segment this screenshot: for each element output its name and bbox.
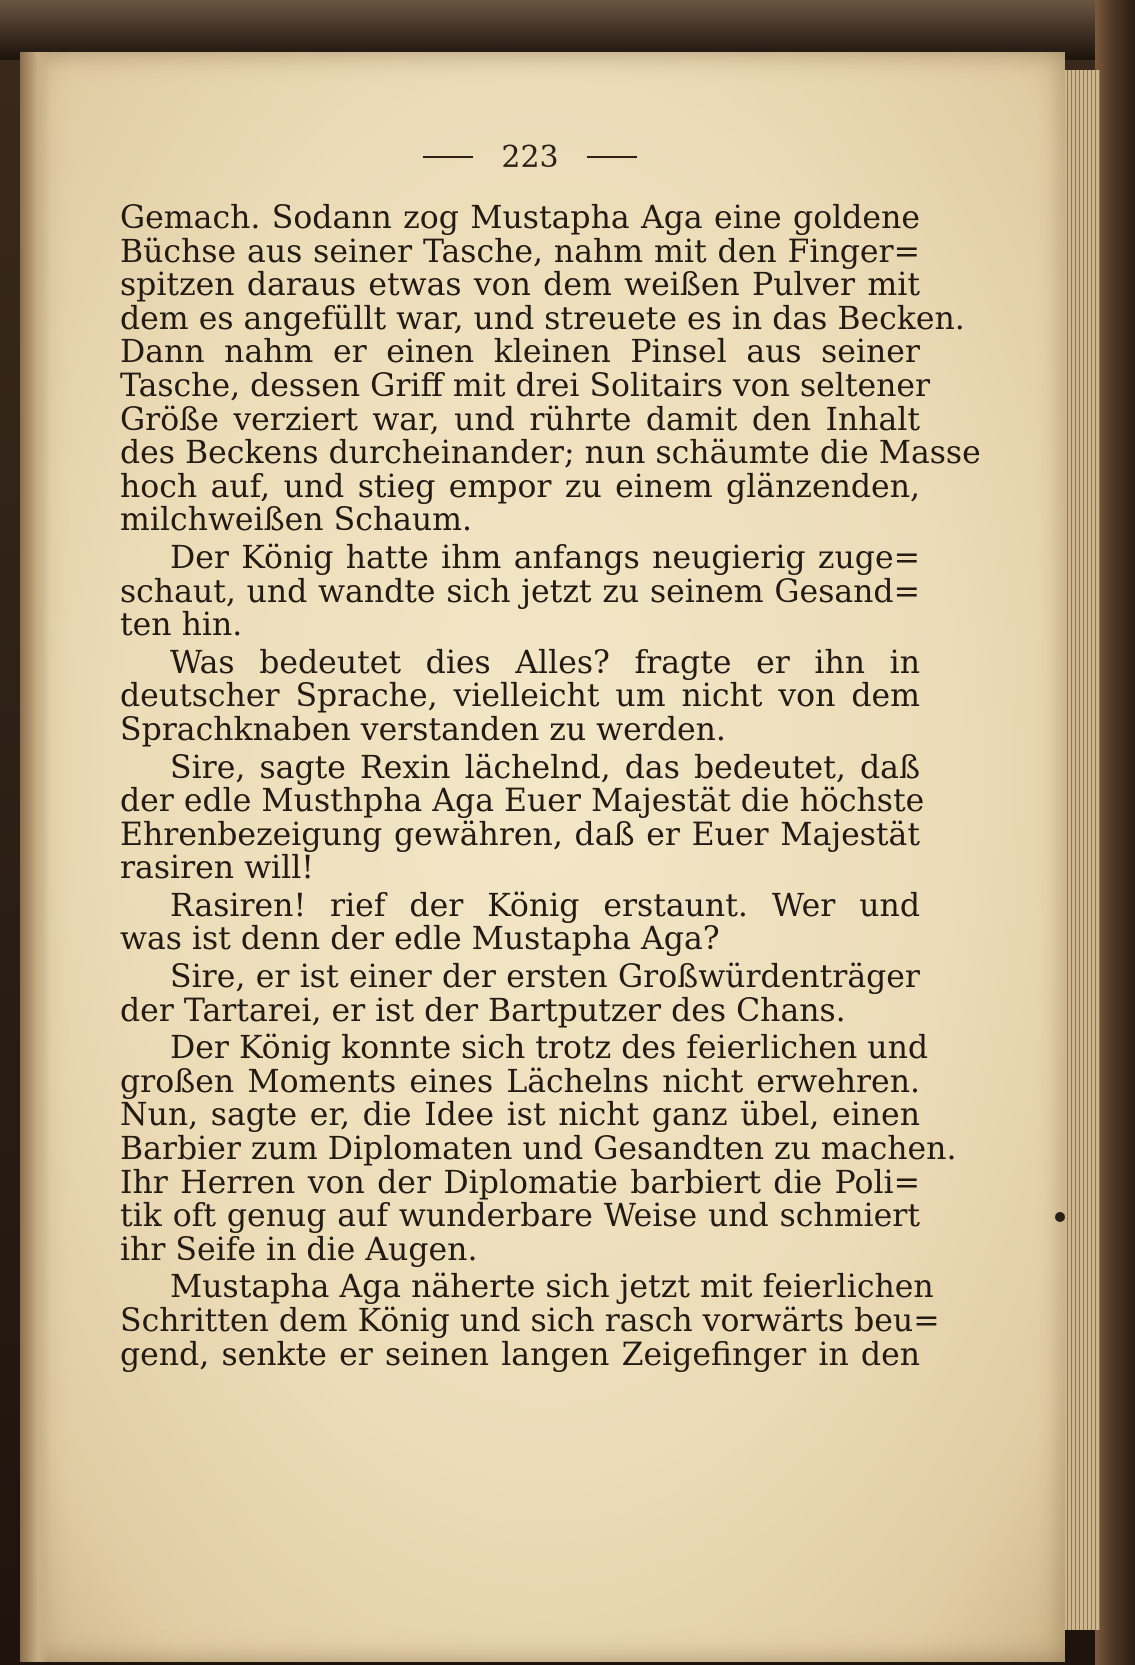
text-line: Größe verziert war, und rührte damit den Inhalt xyxy=(120,401,920,438)
text-line: Tasche, dessen Griff mit drei Solitairs von seltener xyxy=(120,367,931,404)
book-cover-right-edge xyxy=(1095,0,1135,1665)
text-line: schaut, und wandte sich jetzt zu seinem Gesand= xyxy=(120,573,920,610)
ink-spot xyxy=(1055,1212,1065,1222)
header-dash-right xyxy=(587,156,637,158)
text-line: Sire, er ist einer der ersten Großwürdenträger xyxy=(170,959,920,996)
text-line: spitzen daraus etwas von dem weißen Pulver mit xyxy=(120,267,920,304)
text-line: Ihr Herren von der Diplomatie barbiert die Poli= xyxy=(120,1164,920,1201)
text-line: Gemach. Sodann zog Mustapha Aga eine goldene xyxy=(120,200,920,236)
text-line: dem es angefüllt war, und streuete es in das Becken. xyxy=(120,300,965,337)
text-line: Schritten dem König und sich rasch vorwärts beu= xyxy=(120,1303,940,1339)
text-line: des Beckens durcheinander; nun schäumte die Masse xyxy=(120,435,981,472)
page-number: 223 xyxy=(501,139,559,175)
page-gutter-shadow xyxy=(20,52,50,1662)
header-dash-left xyxy=(423,156,473,158)
body-text xyxy=(120,200,981,1373)
text-line: ihr Seife in die Augen. xyxy=(120,1231,478,1268)
page-header xyxy=(380,132,680,182)
text-line: tik oft genug auf wunderbare Weise und schmiert xyxy=(120,1198,920,1235)
text-line: der edle Musthpha Aga Euer Majestät die höchste xyxy=(120,783,925,820)
book-cover-top-edge xyxy=(0,0,1135,60)
text-line: gend, senkte er seinen langen Zeigefinger in den xyxy=(120,1336,920,1373)
text-line: Sprachknaben verstanden zu werden. xyxy=(120,711,726,748)
text-line: Nun, sagte er, die Idee ist nicht ganz übel, einen xyxy=(120,1097,920,1134)
text-line: Was bedeutet dies Alles? fragte er ihn in xyxy=(170,644,920,681)
text-line: hoch auf, und stieg empor zu einem glänzenden, xyxy=(120,468,920,505)
text-line: was ist denn der edle Mustapha Aga? xyxy=(120,921,720,958)
text-line: Der König hatte ihm anfangs neugierig zuge= xyxy=(170,539,920,576)
text-line: Büchse aus seiner Tasche, nahm mit den Finger= xyxy=(120,233,920,270)
text-line: Dann nahm er einen kleinen Pinsel aus seiner xyxy=(120,334,920,371)
text-line: Barbier zum Diplomaten und Gesandten zu machen. xyxy=(120,1131,957,1168)
text-line: milchweißen Schaum. xyxy=(120,502,473,539)
text-line: Mustapha Aga näherte sich jetzt mit feierlichen xyxy=(170,1269,934,1306)
text-line: großen Moments eines Lächelns nicht erwehren. xyxy=(120,1063,920,1100)
text-line: Der König konnte sich trotz des feierlichen und xyxy=(170,1030,929,1067)
text-line: Sire, sagte Rexin lächelnd, das bedeutet, daß xyxy=(170,749,920,786)
text-line: ten hin. xyxy=(120,607,243,644)
text-line: rasiren will! xyxy=(120,850,314,887)
text-line: Rasiren! rief der König erstaunt. Wer und xyxy=(170,887,920,924)
text-line: Ehrenbezeigung gewähren, daß er Euer Majestät xyxy=(120,816,920,853)
book-page xyxy=(20,52,1065,1662)
text-line: deutscher Sprache, vielleicht um nicht von dem xyxy=(120,678,920,715)
text-line: der Tartarei, er ist der Bartputzer des Chans. xyxy=(120,992,846,1029)
